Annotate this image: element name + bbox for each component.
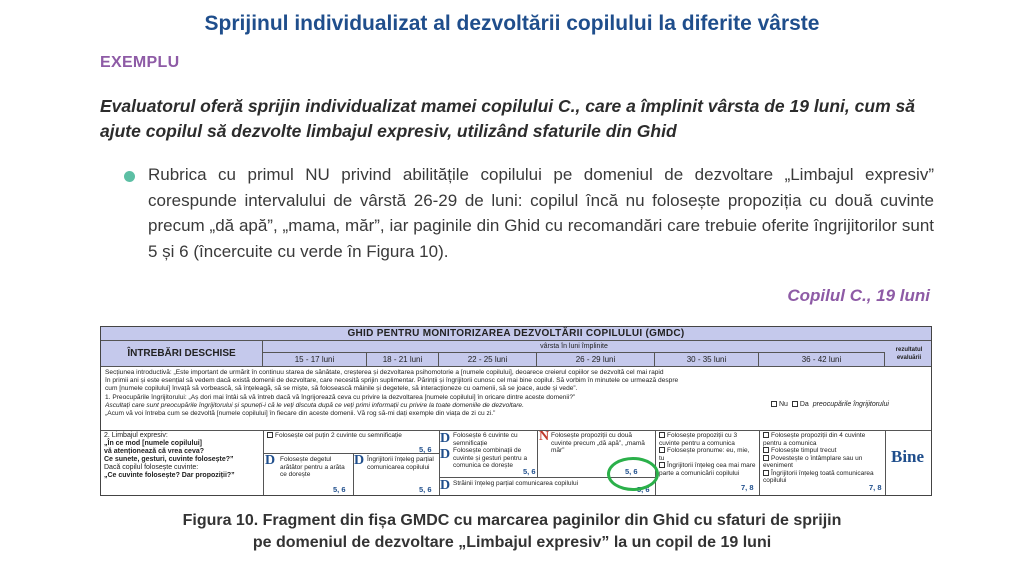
page-ref: 7, 8 — [741, 483, 754, 492]
form-intro-line: 1. Preocupările îngrijitorului: „Aș dori mai întâi să vă întreb dacă vă îngrijorează ceva cu privire la dezvoltarea [numele copilului] în oricare dintre aceste domenii?” — [105, 393, 576, 401]
cell-18-21: Îngrijitorii înțeleg parțial comunicarea copilului — [353, 453, 439, 496]
cell-30-35: Folosește propoziții cu 3 cuvinte pentru a comunica Folosește pronume: eu, mie, tu Îngrijitorii înțeleg cea mai mare parte a comunicării copilului — [655, 430, 759, 496]
handwritten-d-mark: D — [354, 453, 365, 468]
caption-line-1: Figura 10. Fragment din fișa GMDC cu marcarea paginilor din Ghid cu sfaturi de sprijin — [182, 512, 842, 529]
da-checkbox[interactable] — [792, 401, 798, 407]
age-range-1: 15 - 17 luni — [263, 353, 367, 367]
intro-paragraph: Evaluatorul oferă sprijin individualizat mamei copilului C., care a împlinit vârsta de 19 luni, cum să ajute copilul să dezvolte limbajul expresiv, utilizând sfaturile din Ghid — [100, 96, 915, 141]
handwritten-d-mark: D — [440, 447, 451, 462]
page-ref: 7, 8 — [869, 483, 882, 492]
result-header: rezultatul evaluării — [885, 341, 932, 367]
age-range-5: 30 - 35 luni — [655, 353, 759, 367]
checkbox[interactable] — [763, 455, 769, 461]
age-range-2: 18 - 21 luni — [367, 353, 439, 367]
cell-15-21: Folosește cel puțin 2 cuvinte cu semnificație — [263, 430, 439, 496]
checkbox[interactable] — [659, 462, 665, 468]
checkbox[interactable] — [267, 432, 273, 438]
form-intro-section — [105, 369, 929, 418]
nu-checkbox[interactable] — [771, 401, 777, 407]
form-intro-line: cum [numele copilului] învață să vorbească, să înțeleagă, să se miște, să folosească mâinile și degetele, să interacționeze cu oamenii, să se joace, aude și vede”. — [105, 385, 578, 393]
form-intro-line: Ascultați care sunt preocupările îngrijitorului și spuneți-i că le veți discuta după ce veți primi informații cu privire la toate domeniile de dezvoltare. — [105, 401, 524, 409]
cell-15-17: Folosește degetul arătător pentru a arăta ce dorește — [263, 453, 353, 496]
question-limbaj-expresiv: 2. Limbajul expresiv: „În ce mod [numele copilului] vă atenționează că vrea ceva? Ce sunete, gesturi, cuvinte folosește?” Dacă copilul folosește cuvinte: „Ce cuvinte folosește? Dar propoziții?” — [104, 432, 235, 479]
page-ref: 5, 6 — [419, 445, 432, 454]
checkbox[interactable] — [763, 447, 769, 453]
handwritten-d-mark: D — [440, 431, 451, 446]
form-header: GHID PENTRU MONITORIZAREA DEZVOLTĂRII COPILULUI (GMDC) — [101, 327, 931, 341]
cell-36-42: Folosește propoziții din 4 cuvinte pentru a comunica Folosește timpul trecut Povestește o întâmplare sau un eveniment Îngrijitorii înțeleg toată comunicarea copilului — [759, 430, 885, 496]
page-ref: 5, 6 — [333, 485, 346, 494]
handwritten-d-mark: D — [440, 478, 451, 493]
caption-line-2: pe domeniul de dezvoltare „Limbajul expresiv” la un copil de 19 luni — [252, 534, 772, 551]
page-ref: 5, 6 — [637, 485, 650, 494]
green-circle-annotation — [607, 457, 659, 491]
cell-22-25: Folosește 6 cuvinte cu semnificație Folosește combinații de cuvinte și gesturi pentru a comunica ce dorește — [439, 430, 537, 496]
page-ref: 5, 6 — [625, 467, 638, 476]
handwritten-d-mark: D — [265, 453, 276, 468]
bullet-paragraph: Rubrica cu primul NU privind abilitățile copilului pe domeniul de dezvoltare „Limbajul expresiv” corespunde intervalului de vârstă 26-29 de luni: copilul încă nu folosește propoziția cu două cuvinte precum „dă apă”, „mama, măr”, iar paginile din Ghid cu recomandări care trebuie oferite îngrijitorilor sunt 5 și 6 (încercuite cu verde în Figura 10). — [148, 165, 934, 261]
age-range-3: 22 - 25 luni — [439, 353, 537, 367]
cell-26-29: Folosește propoziții cu două cuvinte precum „dă apă”, „mamă măr” — [537, 430, 655, 477]
age-range-6: 36 - 42 luni — [759, 353, 885, 367]
page-ref: 5, 6 — [419, 485, 432, 494]
handwritten-n-mark: N — [539, 429, 550, 444]
page-title: Sprijinul individualizat al dezvoltării copilului la diferite vârste — [204, 12, 820, 35]
child-label: Copilul C., 19 luni — [787, 286, 930, 305]
age-header: vârsta în luni împlinite — [263, 341, 885, 353]
checkbox[interactable] — [763, 470, 769, 476]
form-intro-line: „Acum vă voi întreba cum se dezvoltă [numele copilului] în fiecare din aceste domenii. Vă rog să-mi dați exemple din viața de zi cu zi.” — [105, 410, 496, 418]
example-label: EXEMPLU — [100, 54, 180, 71]
checkbox[interactable] — [659, 447, 665, 453]
form-intro-line: Secțiunea introductivă: „Este important de urmărit în continuu starea de sănătate, creșterea și dezvoltarea psihomotorie a [numele copilului], deoarece creierul copiilor se dezvoltă cel mai rapid — [105, 369, 664, 376]
checkbox[interactable] — [659, 432, 665, 438]
form-intro-line: în primii ani și este esențial să vedem dacă există domenii de dezvoltare, care necesită sprijin suplimentar. Părinții și îngrijitorii cunosc cel mai bine copilul. Să vorbim în minutele ce urmează despre — [105, 377, 679, 385]
questions-header: ÎNTREBĂRI DESCHISE — [101, 341, 263, 367]
figure-caption — [0, 510, 1024, 554]
gmdc-form-image — [100, 326, 932, 496]
cell-22-29-strangers: Străinii înțeleg parțial comunicarea copilului — [439, 477, 655, 496]
page-ref: 5, 6 — [523, 467, 536, 476]
nu-da-options: Nu Da preocupările îngrijitorului — [771, 401, 889, 408]
checkbox[interactable] — [763, 432, 769, 438]
bullet-dot-icon — [124, 171, 135, 182]
handwritten-result: Bine — [891, 447, 925, 466]
age-range-4: 26 - 29 luni — [537, 353, 655, 367]
